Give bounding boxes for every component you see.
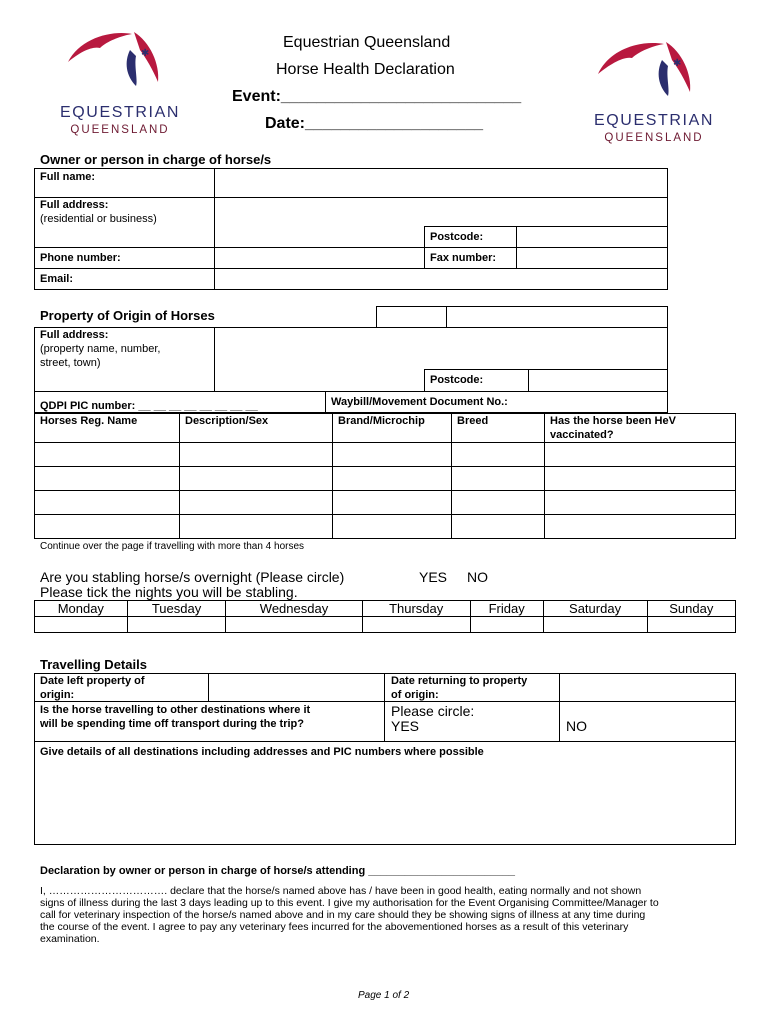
day-sunday: Sunday [647, 601, 735, 617]
stabling-question: Are you stabling horse/s overnight (Please circle) [40, 569, 345, 585]
col-hev-vaccinated: Has the horse been HeV vaccinated? [545, 414, 736, 443]
table-row [35, 443, 736, 467]
fax-field[interactable] [518, 249, 666, 267]
property-address-label: Full address: [40, 329, 109, 341]
pic-number-line[interactable]: __ __ __ __ __ __ __ __ [138, 400, 258, 412]
full-address-field[interactable] [216, 199, 666, 225]
email-field[interactable] [216, 270, 666, 288]
property-note-1: (property name, number, [40, 343, 161, 355]
logo-left [50, 22, 190, 142]
declaration-line-1: I, ……………………………. declare that the horse/s named above has / have been in good health, eating normally and not shown [40, 885, 642, 897]
destinations-field[interactable] [36, 760, 734, 843]
stabling-yes[interactable]: YES [419, 569, 448, 585]
tick-wednesday[interactable] [226, 617, 362, 633]
destinations-label: Give details of all destinations including addresses and PIC numbers where possible [40, 746, 484, 758]
form-title: Horse Health Declaration [276, 61, 455, 78]
tick-sunday[interactable] [647, 617, 735, 633]
property-postcode-label: Postcode: [430, 374, 484, 386]
postcode-field[interactable] [518, 228, 666, 246]
other-dest-question-2: will be spending time off transport during the trip? [40, 718, 304, 730]
svg-text:✱: ✱ [673, 58, 682, 69]
phone-label: Phone number: [40, 252, 121, 264]
travel-no[interactable]: NO [566, 718, 587, 734]
pic-number-label: QDPI PIC number: __ __ __ __ __ __ __ __ [40, 400, 258, 412]
property-heading: Property of Origin of Horses [40, 308, 215, 323]
date-left-label-1: Date left property of [40, 675, 145, 687]
tick-tuesday[interactable] [127, 617, 226, 633]
other-dest-question-1: Is the horse travelling to other destinations where it [40, 704, 311, 716]
tick-instruction: Please tick the nights you will be stabling. [40, 584, 298, 600]
postcode-label: Postcode: [430, 231, 484, 243]
stabling-days-table [34, 600, 736, 633]
tick-saturday[interactable] [543, 617, 647, 633]
day-tuesday: Tuesday [127, 601, 226, 617]
day-thursday: Thursday [362, 601, 470, 617]
tick-monday[interactable] [35, 617, 128, 633]
logo-text-queensland: QUEENSLAND [604, 132, 704, 144]
org-title: Equestrian Queensland [283, 34, 451, 51]
day-wednesday: Wednesday [226, 601, 362, 617]
col-brand: Brand/Microchip [333, 414, 452, 443]
col-breed: Breed [452, 414, 545, 443]
address-note: (residential or business) [40, 213, 157, 225]
full-address-label: Full address: [40, 199, 109, 211]
horse-head-icon [584, 28, 724, 108]
full-name-field[interactable] [216, 170, 666, 196]
days-header-row [35, 601, 736, 617]
logo-text-equestrian: EQUESTRIAN [593, 112, 714, 129]
svg-text:✱: ✱ [141, 48, 150, 59]
date-label: Date:____________________ [265, 115, 483, 132]
date-left-field[interactable] [210, 675, 382, 699]
event-label: Event:___________________________ [232, 88, 522, 105]
stabling-no[interactable]: NO [467, 569, 488, 585]
date-return-label-2: of origin: [391, 689, 439, 701]
logo-text-equestrian: EQUESTRIAN [59, 104, 180, 121]
declaration-line-3: call for veterinary inspection of the horse/s named above and in my care should they be showing signs of illness at any time during [40, 909, 646, 921]
owner-heading: Owner or person in charge of horse/s [40, 152, 272, 167]
event-line[interactable]: ___________________________ [280, 88, 522, 105]
property-address-field[interactable] [216, 329, 666, 367]
col-description: Description/Sex [180, 414, 333, 443]
tick-friday[interactable] [470, 617, 543, 633]
logo-right [584, 28, 724, 148]
table-row [35, 491, 736, 515]
waybill-label: Waybill/Movement Document No.: [331, 396, 508, 408]
horses-note: Continue over the page if travelling with more than 4 horses [40, 541, 305, 552]
phone-field[interactable] [216, 249, 422, 267]
table-row [35, 467, 736, 491]
please-circle-label: Please circle: [391, 703, 475, 719]
horses-table [34, 413, 736, 539]
fax-label: Fax number: [430, 252, 497, 264]
declaration-line-4: the course of the event. I agree to pay any veterinary fees incurred for the abovementioned horses as a result of this veterinary [40, 921, 629, 933]
property-note-2: street, town) [40, 357, 101, 369]
logo-text-queensland: QUEENSLAND [70, 124, 170, 136]
col-reg-name: Horses Reg. Name [35, 414, 180, 443]
email-label: Email: [40, 273, 74, 285]
date-return-label-1: Date returning to property [391, 675, 528, 687]
travel-heading: Travelling Details [40, 657, 147, 672]
date-line[interactable]: ____________________ [305, 115, 483, 132]
horses-header-row [35, 414, 736, 443]
days-tick-row [35, 617, 736, 633]
day-friday: Friday [470, 601, 543, 617]
date-left-label-2: origin: [40, 689, 75, 701]
horse-head-icon [50, 22, 190, 102]
declaration-line-5: examination. [40, 933, 100, 945]
date-return-field[interactable] [561, 675, 734, 699]
day-saturday: Saturday [543, 601, 647, 617]
full-name-label: Full name: [40, 171, 96, 183]
property-postcode-field[interactable] [530, 371, 666, 389]
travel-yes[interactable]: YES [391, 718, 420, 734]
day-monday: Monday [35, 601, 128, 617]
declaration-line-2: signs of illness during the last 3 days leading up to this event. I give my authorisation for the Event Organising Committee/Manager to [40, 897, 659, 909]
page-number: Page 1 of 2 [358, 990, 410, 1001]
declaration-heading: Declaration by owner or person in charge of horse/s attending ________________________ [40, 865, 516, 877]
table-row [35, 515, 736, 539]
tick-thursday[interactable] [362, 617, 470, 633]
